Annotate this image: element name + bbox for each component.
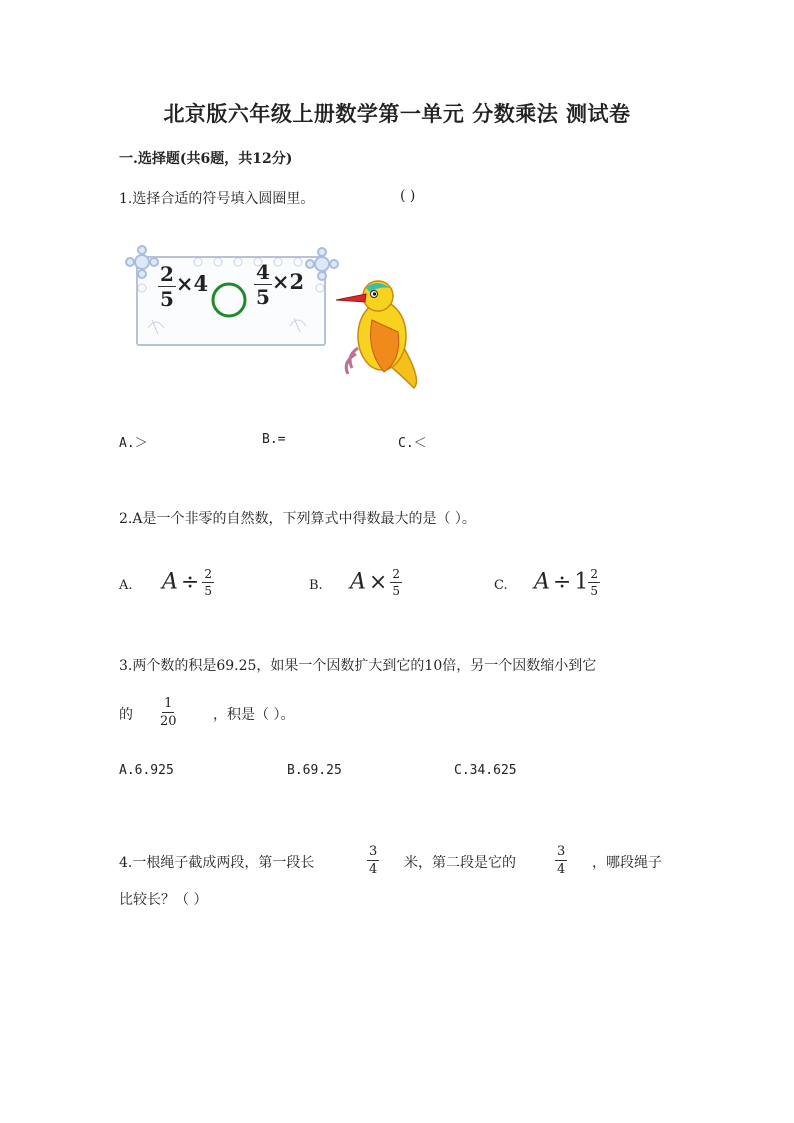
- fraction: [390, 568, 402, 597]
- answer-circle[interactable]: [211, 282, 247, 318]
- question-2-option-c-expression[interactable]: [534, 568, 600, 597]
- comparison-card: [136, 256, 326, 346]
- left-expression: [158, 264, 208, 309]
- question-4-text-end: ，哪段绳子: [592, 855, 662, 871]
- variable: A: [350, 569, 366, 595]
- right-fraction: [254, 262, 272, 307]
- question-4-fraction-1: [367, 845, 379, 876]
- question-2-option-b-label[interactable]: B.: [309, 578, 323, 593]
- right-expression: [254, 262, 304, 307]
- question-3-option-c[interactable]: C.34.625: [454, 763, 517, 778]
- numerator: 2: [204, 567, 212, 581]
- numerator: 3: [369, 844, 378, 859]
- question-3-option-a[interactable]: A.6.925: [119, 763, 174, 778]
- denominator: 20: [160, 714, 177, 729]
- denominator: 5: [204, 584, 212, 598]
- whole-number: 1: [574, 569, 589, 595]
- question-4-fraction-2: [555, 845, 567, 876]
- fraction: [588, 568, 600, 597]
- left-numerator: 2: [160, 262, 174, 286]
- question-2-option-b-expression[interactable]: [350, 568, 402, 597]
- question-3-option-b[interactable]: B.69.25: [287, 763, 342, 778]
- question-3-line-1: 3.两个数的积是69.25，如果一个因数扩大到它的10倍，另一个因数缩小到它: [119, 658, 597, 674]
- denominator: 4: [557, 862, 566, 877]
- question-3-line-2-end: ，积是（ ）。: [213, 707, 295, 723]
- variable: A: [534, 569, 550, 595]
- question-2-option-a-label[interactable]: A.: [119, 578, 133, 593]
- question-1-option-b[interactable]: B.=: [262, 432, 286, 447]
- question-2-text: 2.A是一个非零的自然数，下列算式中得数最大的是（ ）。: [119, 511, 476, 527]
- operator: ÷: [552, 569, 572, 595]
- question-2-option-c-label[interactable]: C.: [494, 578, 508, 593]
- question-4-text-start: 4.一根绳子截成两段，第一段长: [119, 855, 315, 871]
- left-denominator: 5: [160, 287, 174, 311]
- numerator: 2: [392, 567, 400, 581]
- numerator: 3: [557, 844, 566, 859]
- woodpecker-illustration: [332, 276, 424, 392]
- question-3-fraction: [160, 697, 177, 728]
- right-multiplier: ×2: [271, 269, 305, 294]
- snowflake-icon: [124, 244, 160, 280]
- page-title: 北京版六年级上册数学第一单元 分数乘法 测试卷: [163, 101, 631, 126]
- operator: ÷: [180, 569, 200, 595]
- question-2-option-a-expression[interactable]: [162, 568, 214, 597]
- denominator: 5: [590, 584, 598, 598]
- operator: ×: [368, 569, 388, 595]
- denominator: 4: [369, 862, 378, 877]
- fraction: [202, 568, 214, 597]
- numerator: 2: [590, 567, 598, 581]
- numerator: 1: [164, 696, 173, 711]
- question-4-line-2: 比较长？（ ）: [119, 892, 208, 908]
- question-1-answer-paren: ( ): [400, 188, 416, 204]
- denominator: 5: [392, 584, 400, 598]
- section-heading: 一.选择题(共6题，共12分): [119, 151, 293, 167]
- question-1-text: 1.选择合适的符号填入圆圈里。: [119, 191, 315, 207]
- variable: A: [162, 569, 178, 595]
- question-3-line-2-start: 的: [119, 707, 133, 723]
- left-fraction: [158, 264, 176, 309]
- question-4-text-middle: 米，第二段是它的: [404, 855, 516, 871]
- question-1-option-a[interactable]: A.＞: [119, 436, 148, 451]
- right-numerator: 4: [256, 260, 270, 284]
- left-multiplier: ×4: [175, 271, 209, 296]
- right-denominator: 5: [256, 285, 270, 309]
- question-1-option-c[interactable]: C.＜: [398, 436, 427, 451]
